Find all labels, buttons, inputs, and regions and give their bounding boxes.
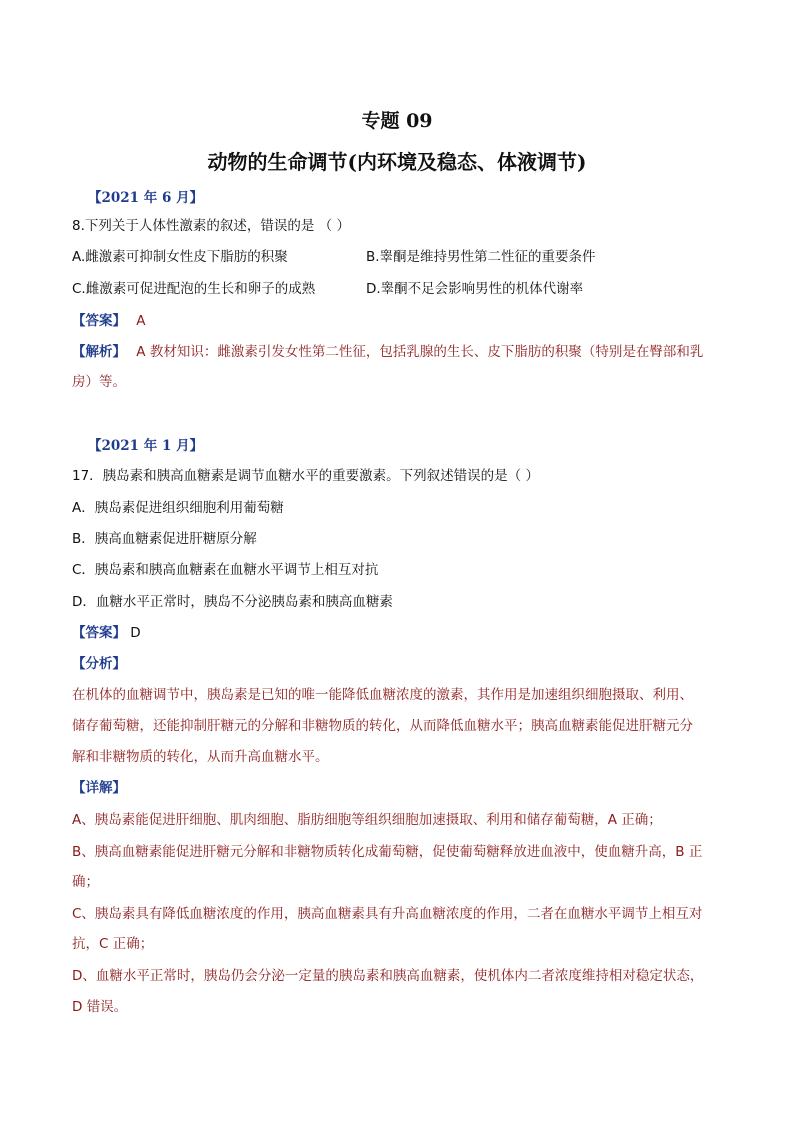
answer-value: D xyxy=(130,625,141,641)
xiangjie-line: D 错误。 xyxy=(72,999,128,1015)
xiangjie-line: A、胰岛素能促进肝细胞、肌肉细胞、脂肪细胞等组织细胞加速摄取、利用和储存葡萄糖，A 正确； xyxy=(72,812,662,828)
section1-option-a: A.雌激素可抑制女性皮下脂肪的积聚 xyxy=(72,249,288,265)
xiangjie-line: 抗，C 正确； xyxy=(72,936,154,952)
analysis-label: 【解析】 xyxy=(72,344,126,360)
section1-analysis xyxy=(72,342,703,362)
topic-subtitle: 动物的生命调节(内环境及稳态、体液调节) xyxy=(207,150,587,174)
section2-option-d: D．血糖水平正常时，胰岛不分泌胰岛素和胰高血糖素 xyxy=(72,594,393,610)
xiangjie-line: D、血糖水平正常时，胰岛仍会分泌一定量的胰岛素和胰高血糖素，使机体内二者浓度维持相对稳定状态， xyxy=(72,968,704,984)
topic-title: 专题 09 xyxy=(361,110,433,132)
fenxi-line: 储存葡萄糖，还能抑制肝糖元的分解和非糖物质的转化，从而降低血糖水平；胰高血糖素能促进肝糖元分 xyxy=(72,718,693,734)
xiangjie-line: B、胰高血糖素能促进肝糖元分解和非糖物质转化成葡萄糖，促使葡萄糖释放进血液中，使血糖升高，B 正 xyxy=(72,844,703,860)
analysis-text-line2: 房）等。 xyxy=(72,374,126,390)
section2-option-c: C．胰岛素和胰高血糖素在血糖水平调节上相互对抗 xyxy=(72,562,379,578)
section2-option-a: A．胰岛素促进组织细胞利用葡萄糖 xyxy=(72,500,284,516)
section1-date-tag: 【2021 年 6 月】 xyxy=(88,190,204,206)
section1-answer xyxy=(72,311,146,331)
section1-option-d: D.睾酮不足会影响男性的机体代谢率 xyxy=(366,281,584,297)
fenxi-label: 【分析】 xyxy=(72,656,126,672)
section2-option-b: B．胰高血糖素促进肝糖原分解 xyxy=(72,531,257,547)
section2-answer xyxy=(72,623,141,643)
section1-question: 8.下列关于人体性激素的叙述，错误的是 （ ） xyxy=(72,218,350,234)
xiangjie-line: 确； xyxy=(72,874,99,890)
xiangjie-label: 【详解】 xyxy=(72,780,126,796)
fenxi-line: 在机体的血糖调节中，胰岛素是已知的唯一能降低血糖浓度的激素，其作用是加速组织细胞摄取、利用、 xyxy=(72,687,693,703)
xiangjie-line: C、胰岛素具有降低血糖浓度的作用，胰高血糖素具有升高血糖浓度的作用，二者在血糖水平调节上相互对 xyxy=(72,906,703,922)
fenxi-line: 解和非糖物质的转化，从而升高血糖水平。 xyxy=(72,749,329,765)
section2-date-tag: 【2021 年 1 月】 xyxy=(88,438,204,454)
analysis-text-line1: A 教材知识：雌激素引发女性第二性征，包括乳腺的生长、皮下脂肪的积聚（特别是在臀部和乳 xyxy=(136,344,704,360)
section2-question: 17．胰岛素和胰高血糖素是调节血糖水平的重要激素。下列叙述错误的是（ ） xyxy=(72,468,539,484)
section1-option-b: B.睾酮是维持男性第二性征的重要条件 xyxy=(366,249,596,265)
section1-option-c: C.雌激素可促进配泡的生长和卵子的成熟 xyxy=(72,281,316,297)
answer-label: 【答案】 xyxy=(72,625,126,641)
answer-label: 【答案】 xyxy=(72,313,126,329)
answer-value: A xyxy=(136,313,146,329)
